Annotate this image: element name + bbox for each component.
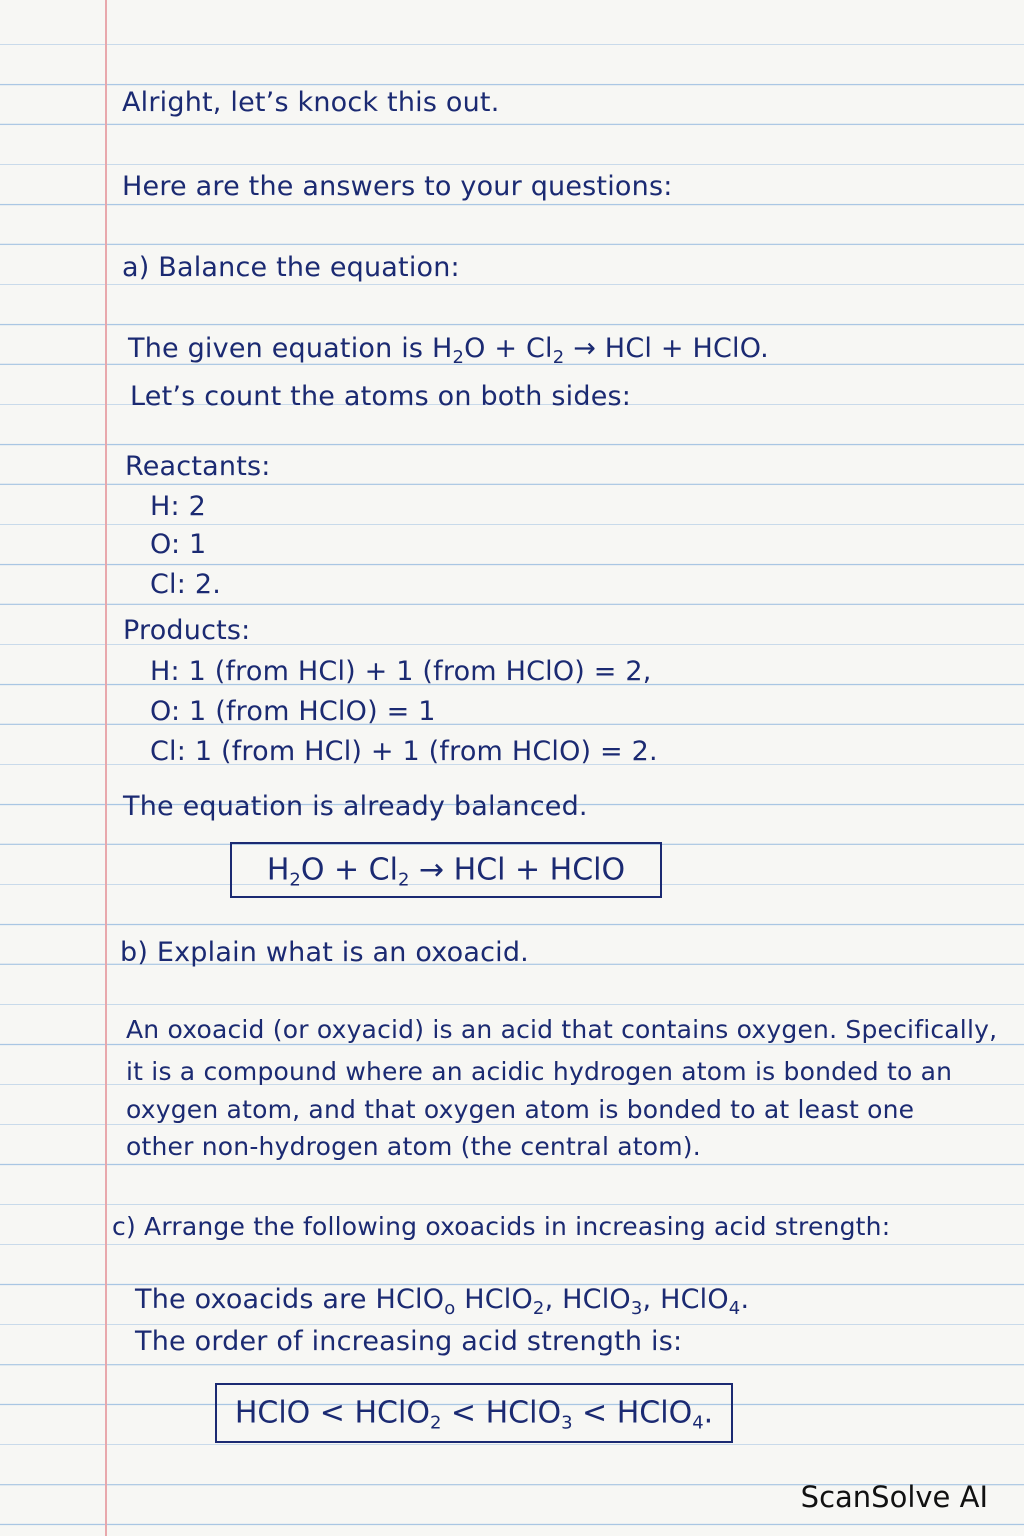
intro-line: Here are the answers to your questions: [122, 171, 673, 202]
given-equation: $H_2O + Cl_2$ → HCl + HClO. [431, 333, 769, 368]
balanced-equation: $H_2O + Cl_2$ → HCl + HClO [266, 852, 626, 891]
part-a-heading: a) Balance the equation: [122, 252, 460, 283]
balanced-conclusion: The equation is already balanced. [123, 791, 588, 822]
notebook-margin-line [105, 0, 107, 1536]
acid-strength-order: HClO < HClO$_2$ < HClO$_3$ < HClO$_4$. [234, 1395, 714, 1434]
reactant-count: Cl: 2. [150, 569, 221, 600]
count-line: Let’s count the atoms on both sides: [130, 381, 632, 412]
part-b-heading: b) Explain what is an oxoacid. [120, 937, 529, 968]
oxoacid-definition-line: An oxoacid (or oxyacid) is an acid that contains oxygen. Specifically, [126, 1015, 998, 1044]
acid-strength-order-box [215, 1383, 733, 1443]
reactant-count: O: 1 [150, 529, 207, 560]
oxoacid-definition-line: other non-hydrogen atom (the central atom). [126, 1132, 701, 1161]
oxoacid-definition-line: it is a compound where an acidic hydrogen atom is bonded to an [126, 1057, 953, 1086]
products-label: Products: [123, 615, 251, 646]
part-c-heading: c) Arrange the following oxoacids in increasing acid strength: [112, 1212, 891, 1241]
reactant-count: H: 2 [150, 491, 206, 522]
product-count: Cl: 1 (from HCl) + 1 (from HClO) = 2. [150, 736, 658, 767]
reactants-label: Reactants: [125, 451, 271, 482]
given-prefix: The given equation is [128, 333, 432, 364]
given-equation-line [128, 332, 769, 366]
oxoacid-list: The oxoacids are HClO$_o$ HClO$_2$, HClO$_3$, HClO$_4$. [135, 1284, 750, 1319]
balanced-equation-box [230, 842, 662, 898]
order-line: The order of increasing acid strength is: [135, 1326, 683, 1357]
oxoacid-definition-line: oxygen atom, and that oxygen atom is bonded to at least one [126, 1095, 915, 1124]
scansolve-brand: ScanSolve AI [800, 1480, 988, 1514]
product-count: O: 1 (from HClO) = 1 [150, 696, 436, 727]
product-count: H: 1 (from HCl) + 1 (from HClO) = 2, [150, 656, 652, 687]
intro-line: Alright, let’s knock this out. [122, 87, 500, 118]
